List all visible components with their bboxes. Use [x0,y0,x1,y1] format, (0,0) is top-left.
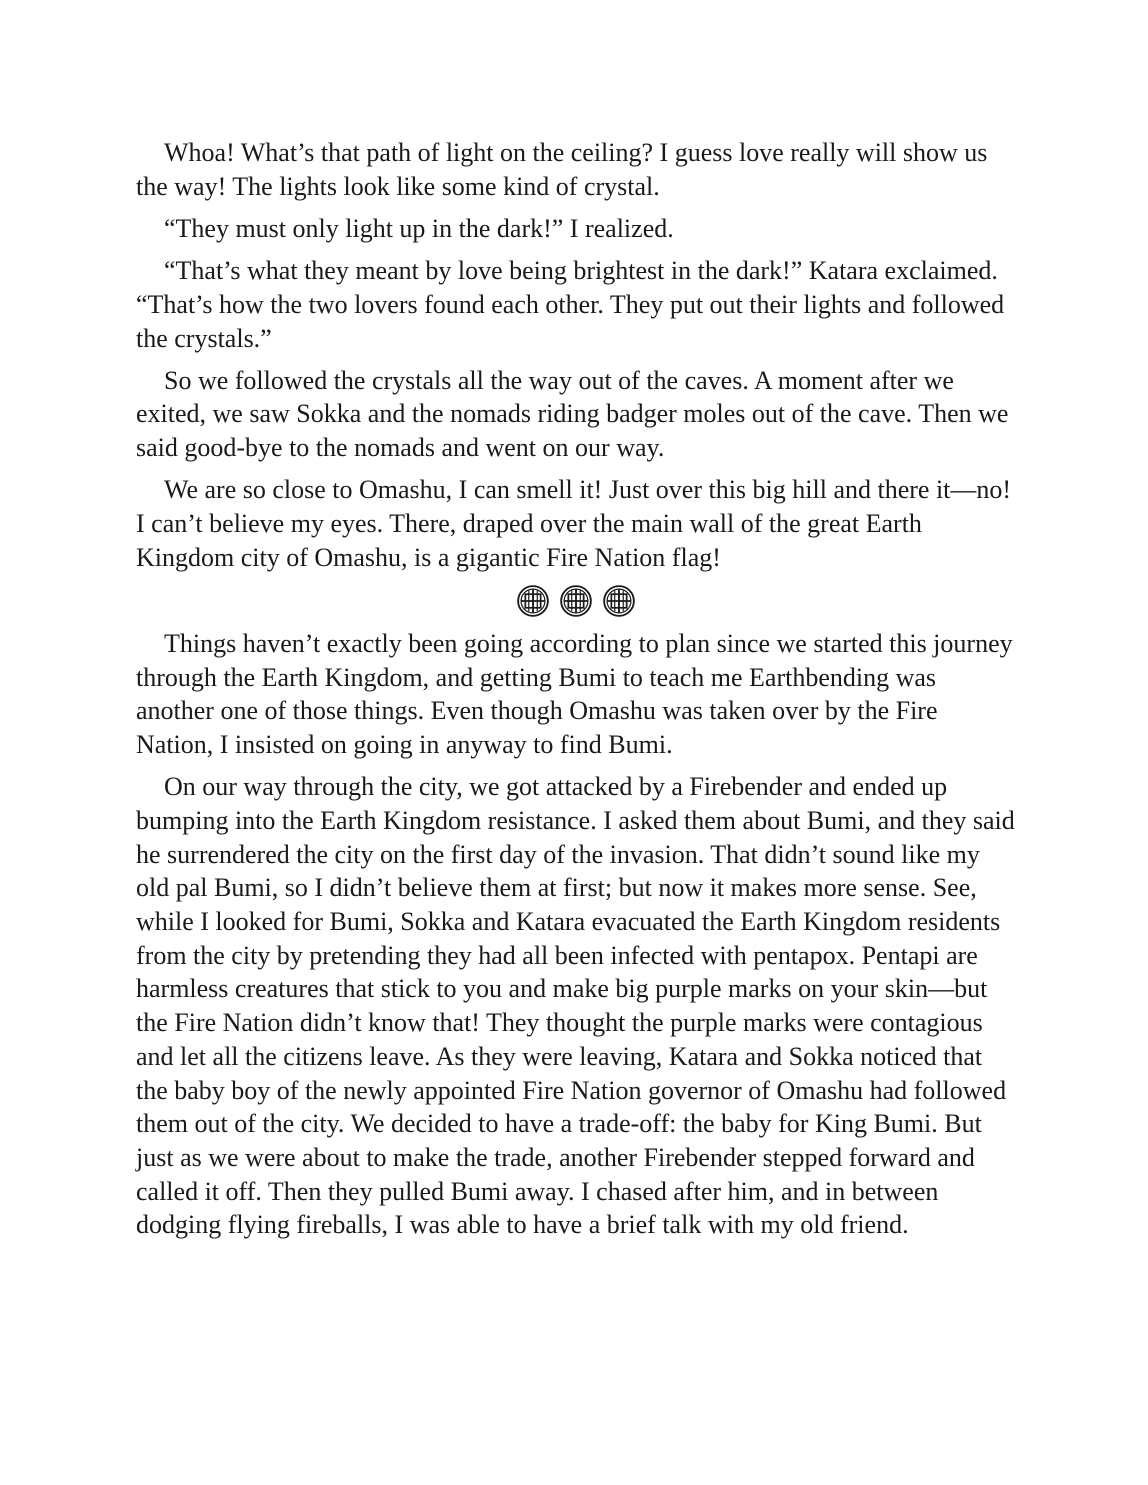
paragraph: So we followed the crystals all the way out of the caves. A moment after we exited, we saw Sokka and the nomads riding badger moles out of the cave. Then we said good-bye to the nomads and went on our way. [136,365,1009,463]
paragraph: On our way through the city, we got attacked by a Firebender and ended up bumping into the Earth Kingdom resistance. I asked them about Bumi, and they said he surrendered the city on the first day of the invasion. That didn’t sound like my old pal Bumi, so I didn’t believe them at first; but now it makes more sense. See, while I looked for Bumi, Sokka and Katara evacuated the Earth Kingdom residents from the city by pretending they had all been infected with pentapox. Pentapi are harmless creatures that stick to you and make big purple marks on your skin—but the Fire Nation didn’t know that! They thought the purple marks were contagious and let all the citizens leave. As they were leaving, Katara and Sokka noticed that the baby boy of the newly appointed Fire Nation governor of Omashu had followed them out of the city. We decided to have a trade-off: the baby for King Bumi. But just as we were about to make the trade, another Firebender stepped forward and called it off. Then they pulled Bumi away. I chased after him, and in between dodging flying fireballs, I was able to have a brief talk with my old friend. [136,772,1015,1240]
paragraph: We are so close to Omashu, I can smell it! Just over this big hill and there it—no! I can’t believe my eyes. There, draped over the main wall of the great Earth Kingdom city of Omashu, is a gigantic Fire Nation flag! [136,475,1012,572]
earth-kingdom-emblem-icon [559,584,593,618]
paragraph: Things haven’t exactly been going according to plan since we started this journey through the Earth Kingdom, and getting Bumi to teach me Earthbending was another one of those things. Even though Omashu was taken over by the Fire Nation, I insisted on going in anyway to find Bumi. [136,628,1013,760]
paragraph: Whoa! What’s that path of light on the ceiling? I guess love really will show us the way! The lights look like some kind of crystal. [136,138,988,201]
paragraph: “They must only light up in the dark!” I realized. [164,213,674,243]
section-divider [136,581,1016,621]
earth-kingdom-emblem-icon [602,584,636,618]
paragraph: “That’s what they meant by love being brightest in the dark!” Katara exclaimed. “That’s how the two lovers found each other. They put out their lights and followed the crystals.” [136,256,1005,353]
book-page [136,136,1016,1251]
earth-kingdom-emblem-icon [516,584,550,618]
